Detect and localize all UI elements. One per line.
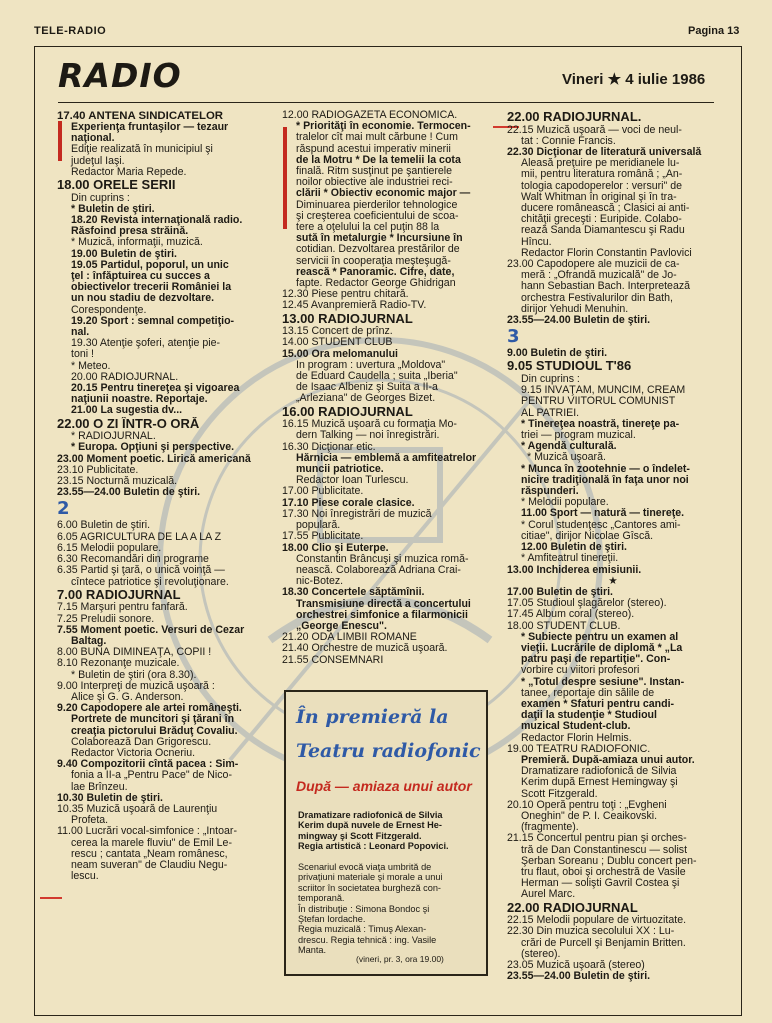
col3-line: tat : Connie Francis. [521,135,616,147]
col2-line: cotidian. Dezvoltarea prestărilor de [296,244,460,256]
col3-line: 22.15 Melodii populare de virtuozitate. [507,915,687,927]
col1-line: un nou stadiu de dezvoltare. [71,293,215,305]
col1-line: 8.00 BUNĂ DIMINEAŢA, COPII ! [57,647,212,659]
col2-line: * Priorităţi în economie. Termocen- [296,121,471,133]
col2-line: tere a oţelului la cel puţin 88 la [296,222,440,234]
col3-line: Aleasă preţuire pe meridianele lu- [521,158,680,170]
col3-line: triei — program muzical. [521,430,636,442]
ad-body-line: temporană. [298,893,345,904]
ad-body-line: mingway şi Scott Fitzgerald. [298,830,422,841]
col1-line: 18.20 Revista internaţională radio. [71,215,243,227]
ad-body-line: privaţiuni materiale şi morale a unui [298,872,443,883]
ad-body-line: Regia artistică : Leonard Popovici. [298,841,449,852]
col1-line: 23.15 Nocturnă muzicală. [57,476,178,488]
col1-line: Redactor Maria Repede. [71,166,187,178]
col1-line: 20.00 RADIOJURNAL. [71,371,179,383]
col2-line: 14.00 STUDENT CLUB [282,337,393,349]
col2-line: Constantin Brâncuşi şi muzica romă- [296,553,469,565]
col2-line: 18.00 Clio şi Euterpe. [282,542,389,554]
col1-line: Din cuprins : [71,192,130,204]
col3-line: 12.00 Buletin de ştiri. [521,542,627,554]
ad-body-line: Scenariul evocă viaţa umbrită de [298,862,432,873]
col3-line: vorbire cu viitori profesori [521,665,640,677]
col2-line: sută în metalurgie * Încursiune în [296,233,463,245]
col2-line: 12.30 Piese pentru chitară. [282,289,409,301]
col2-line: de Isaac Albeniz şi Suita a II-a [296,382,438,394]
col3-line: 22.00 RADIOJURNAL. [507,110,642,124]
col3-line: răspunderi. [521,486,579,498]
col3-line: * Muzică uşoară. [527,452,606,464]
col3-line: 13.00 Închiderea emisiunii. [507,564,642,576]
col3-line: mii, pentru literatura română ; „An- [521,169,683,181]
col3-line: * Munca în zootehnie — o îndelet- [521,463,690,475]
col3-line: 21.15 Concertul pentru pian şi orches- [507,833,687,845]
col1-line: 19.20 Sport : semnal competiţio- [71,315,235,327]
col3-line: nicire tradiţională în faţa unor noi [521,474,689,486]
col3-line: ★ [608,575,618,587]
magazine-name: TELE-RADIO [34,25,107,37]
col1-line: Portrete de muncitori şi ţărani în [71,714,235,726]
col3-line: Din cuprins : [521,374,580,386]
col3-line: Herman — solişti Gavril Costea şi [521,878,680,890]
ad-body-line: scriitor în societatea burgheză con- [298,882,441,893]
col1-line: 23.55—24.00 Buletin de ştiri. [57,487,201,499]
col2-line: nic-Botez. [296,576,344,588]
col2-line: Hărnicia — emblemă a amfiteatrelor [296,452,477,464]
ad-body-line: În distribuţie : Simona Bondoc şi [298,903,430,914]
col3-line: ducere românească ; Clasici ai anti- [521,203,690,215]
col1-line: obiectivelor trecerii României la [71,282,232,294]
col3-line: Premieră. După-amiaza unui autor. [521,754,695,766]
col3-line: rează Sanda Diamantescu şi Radu [521,225,685,237]
col2-line: Transmisiune directă a concertului [296,598,471,610]
col1-line: Colaborează Dan Grigorescu. [71,736,212,748]
column-3 [507,110,719,982]
col3-line: 22.00 RADIOJURNAL [507,900,638,915]
col1-line: * RADIOJURNAL. [71,431,156,443]
ad-body-line: Kerim după nuvele de Ernest He- [298,820,442,831]
col1-line: neam suveran" de Claudiu Negu- [71,859,228,871]
col1-line: 2 [57,498,70,520]
col1-line: 18.00 ORELE SERII [57,178,176,193]
col3-line: 23.55—24.00 Buletin de ştiri. [507,971,651,983]
col2-line: 16.00 RADIOJURNAL [282,404,413,419]
col1-line: cîntece patriotice şi revoluţionare. [71,576,229,588]
col3-line: Kerim după Ernest Hemingway şi [521,777,678,789]
col2-line: tralelor cît mai mult cărbune ! Cum [296,132,458,144]
ad-body-line: Regia muzicală : Timuş Alexan- [298,924,427,935]
col1-line: 22.00 O ZI ÎNTR-O ORĂ [57,416,200,431]
col2-line: de la Motru * De la temelii la cota [296,154,461,166]
col3-line: * Tinereţea noastră, tinereţe pa- [521,418,680,430]
col3-line: daţii la studenţie * Studioul [521,710,657,722]
col3-line: examen * Sfaturi pentru candi- [521,698,675,710]
col3-line: 22.30 Din muzica secolului XX : Lu- [507,926,675,938]
col1-line: Profeta. [71,815,109,827]
col2-line: 18.30 Concertele săptămînii. [282,587,425,599]
col1-line: 11.00 Lucrări vocal-simfonice : „Întoar- [57,826,237,838]
ad-body-line: Manta. [298,945,327,956]
col1-line: * Europa. Opţiuni şi perspective. [71,442,235,454]
col1-line: Corespondenţe. [71,304,147,316]
col1-line: 6.05 AGRICULTURA DE LA A LA Z [57,531,222,543]
col3-line: Redactor Florin Constantin Pavlovici [521,247,692,259]
col3-line: tră de Dan Constantinescu — solist [521,844,688,856]
ad-footer: (vineri, pr. 3, ora 19.00) [356,954,444,964]
col2-line: 13.00 RADIOJURNAL [282,311,413,326]
col1-line: creaţia pictorului Brăduţ Covaliu. [71,725,238,737]
col3-line: * „Totul despre sesiune". Instan- [521,676,685,688]
col1-line: nal. [71,327,90,339]
col2-line: rească * Panoramic. Cifre, date, [296,266,455,278]
col2-line: 21.20 ODA LIMBII ROMÂNE [282,632,417,644]
col2-line: clării * Obiectiv economic major — [296,188,471,200]
col1-line: lae Brînzeu. [71,781,128,793]
col3-line: dirijor Yehudi Menuhin. [521,303,629,315]
col1-line: 19.30 Atenţie şoferi, atenţie pie- [71,338,221,350]
col1-line: 7.25 Preludii sonore. [57,613,155,625]
col3-line: 9.15 ÎNVĂŢĂM, MUNCIM, CREĂM [521,385,686,397]
col2-line: nească. Colaborează Adriana Crai- [296,564,461,576]
col2-line: „Arleziana" de Georges Bizet. [296,393,436,405]
col1-line: 23.10 Publicitate. [57,464,139,476]
red-marker-col1-b [40,897,62,899]
col3-line: Şerban Soreanu ; Dublu concert pen- [521,855,697,867]
col3-line: (fragmente). [521,822,579,834]
col1-line: 6.00 Buletin de ştiri. [57,520,151,532]
col3-line: 17.00 Buletin de ştiri. [507,586,613,598]
col1-line: 7.00 RADIOJURNAL [57,587,181,602]
col3-line: chităţii greceşti : Euripide. Colabo- [521,214,682,226]
ad-body-line: Dramatizare radiofonică de Silvia [298,810,443,820]
col2-line: 15.00 Ora melomanului [282,348,398,360]
col3-line: 11.00 Sport — natură — tinereţe. [521,508,685,520]
col3-line: 23.55—24.00 Buletin de ştiri. [507,315,651,327]
ad-body [298,810,482,956]
col1-line: ţel : înfăptuirea cu succes a [71,271,210,283]
col1-line: 9.40 Compozitorii cîntă pacea : Sim- [57,759,239,771]
col1-line: fonia a II-a „Pentru Pace" de Nico- [71,770,232,782]
col3-line: 9.05 STUDIOUL T'86 [507,359,632,374]
col3-line: * Corul studenţesc „Cantores ami- [521,519,681,531]
col3-line: orchestra Festivalurilor din Bath, [521,292,673,304]
col3-line: 3 [507,326,520,348]
ad-heading-1: În premieră la [296,706,449,728]
col3-line: AL PATRIEI. [521,407,580,419]
col3-line: muzical Student-club. [521,721,631,733]
ad-body-line: Ştefan Iordache. [298,914,366,925]
col1-line: 21.00 La sugestia dv... [71,405,183,417]
col2-line: „George Enescu". [296,620,387,632]
col2-line: Diminuarea pierderilor tehnologice [296,199,458,211]
col1-line: 10.35 Muzică uşoară de Laurenţiu [57,803,218,815]
col3-line: tanee, reportaje din sălile de [521,687,655,699]
ad-body-line [298,852,482,862]
col1-line: naţiunii noastre. Reportaje. [71,394,208,406]
col1-line: 17.40 ANTENA SINDICATELOR [57,110,224,122]
col2-line: şi creşterea coeficientului de scoa- [296,210,459,222]
col1-line: rescu ; cantata „Neam românesc, [71,848,228,860]
col3-line: 17.45 Album coral (stereo). [507,609,635,621]
col1-line: 7.15 Marşuri pentru fanfară. [57,602,188,614]
col1-line: naţional. [71,133,115,145]
col1-line: Răsfoind presa străină. [71,226,189,238]
header-divider [58,102,714,103]
col1-line: * Buletin de ştiri. [71,203,155,215]
col1-line: 6.15 Melodii populare. [57,542,162,554]
col1-line: lescu. [71,871,99,883]
col2-line: finală. Ritm susţinut pe şantierele [296,166,453,178]
col2-line: dern Talking — noi înregistrări. [296,430,440,442]
col2-line: de Eduard Caudella ; suita „Iberia" [296,371,458,383]
col3-line: Aurel Marc. [521,889,576,901]
col1-line: 7.55 Moment poetic. Versuri de Cezar [57,624,245,636]
col3-line: tologia capodoperelor : versuri" de [521,180,682,192]
col3-line: 17.05 Studioul şlagărelor (stereo). [507,598,667,610]
col3-line: 20.10 Operă pentru toţi : „Evgheni [507,799,667,811]
col2-line: 13.15 Concert de prînz. [282,326,393,338]
col2-line: 17.30 Noi înregistrări de muzică [282,508,432,520]
col1-line: Ediţie realizată în municipiul şi [71,144,213,156]
col2-line: 16.30 Dicţionar etic. [282,441,376,453]
ad-heading-2: Teatru radiofonic [296,740,481,762]
col3-line: meră : „Ofrandă muzicală" de Jo- [521,270,677,282]
col3-line: Walt Whitman în original şi în tra- [521,191,677,203]
col1-line: 6.30 Recomandări din programe [57,554,209,566]
col1-line: 9.20 Capodopere ale artei româneşti. [57,703,242,715]
col2-line: orchestrei simfonice a filarmonicii [296,609,468,621]
col3-line: 19.00 TEATRU RADIOFONIC. [507,743,651,755]
col1-line: 19.05 Partidul, poporul, un unic [71,259,229,271]
ad-body-line: drescu. Regia tehnică : ing. Vasile [298,934,437,945]
col3-line: Redactor Florin Helmis. [521,732,632,744]
col2-line: 21.55 CONSEMNĂRI [282,654,384,666]
col1-line: * Muzică, informaţii, muzică. [71,237,203,249]
col3-line: 23.00 Capodopere ale muzicii de ca- [507,259,680,271]
col2-line: Redactor Ioan Turlescu. [296,475,409,487]
col3-line: * Agendă culturală. [521,441,617,453]
masthead [0,0,772,46]
col1-line: 23.00 Moment poetic. Lirică americană [57,453,251,465]
col3-line: Scott Fitzgerald. [521,788,598,800]
col3-line: (stereo). [521,948,561,960]
col2-line: În program : uvertura „Moldova" [296,359,446,371]
col2-line: 16.15 Muzică uşoară cu formaţia Mo- [282,419,457,431]
ad-play-title: După — amiaza unui autor [296,778,472,794]
col1-line: 20.15 Pentru tinereţea şi vigoarea [71,383,240,395]
col3-line: 22.15 Muzică uşoară — voci de neul- [507,124,682,136]
col3-line: PENTRU VIITORUL COMUNIST [521,396,676,408]
col3-line: * Melodii populare. [521,497,609,509]
column-1 [57,110,269,882]
col1-line: Baltag. [71,635,107,647]
col1-line: Alice şi G. G. Anderson. [71,691,184,703]
col3-line: crări de Purcell şi Benjamin Britten. [521,937,686,949]
col2-line: 17.55 Publicitate. [282,531,364,543]
col3-line: * Amfiteatrul tinereţii. [521,553,619,565]
col2-line: populară. [296,520,341,532]
col1-line: * Meteo. [71,360,111,372]
col2-line: muncii patriotice. [296,464,384,476]
col3-line: * Subiecte pentru un examen al [521,631,679,643]
col1-line: toni ! [71,349,94,361]
col2-line: 21.40 Orchestre de muzică uşoară. [282,643,448,655]
col3-line: 23.05 Muzică uşoară (stereo) [507,960,645,971]
col3-line: 9.00 Buletin de ştiri. [507,348,608,360]
col2-line: 12.45 Avanpremieră Radio-TV. [282,300,427,312]
col3-line: Oneghin" de P. I. Ceaikovski. [521,810,658,822]
page-title: RADIO [58,56,182,95]
col3-line: 22.30 Dicţionar de literatură universală [507,147,702,158]
col2-line: răspund acestui imperativ minerii [296,143,451,155]
column-2 [282,110,494,666]
col1-line: Redactor Victoria Ocneriu. [71,747,196,759]
col2-line: servicii în cooperaţia meşteşugă- [296,255,451,267]
col3-line: Hîncu. [521,236,552,248]
col2-line: 12.00 RADIOGAZETA ECONOMICĂ. [282,110,458,121]
col2-line: fapte. Redactor George Ghidrigan [296,278,456,290]
col3-line: vieţii. Lucrările de diplomă * „La [521,642,683,654]
col1-line: 6.35 Partid şi ţară, o unică voinţă — [57,565,225,577]
col1-line: 19.00 Buletin de ştiri. [71,248,177,260]
col2-line: 17.00 Publicitate. [282,486,364,498]
theatre-premiere-box [284,690,488,976]
col1-line: 8.10 Rezonanţe muzicale. [57,658,180,670]
col1-line: cerea la marele fluviu" de Emil Le- [71,837,232,849]
col2-line: noilor obiective ale industriei reci- [296,177,453,189]
col3-line: citiae", dirijor Nicolae Gîscă. [521,530,654,542]
col1-line: 10.30 Buletin de ştiri. [57,792,163,804]
col1-line: * Buletin de ştiri (ora 8.30). [71,669,197,681]
col2-line: 17.10 Piese corale clasice. [282,497,415,509]
page-number: Pagina 13 [688,25,740,37]
col3-line: 18.00 STUDENT CLUB. [507,620,621,632]
col3-line: hann Sebastian Bach. Interpretează [521,281,691,293]
col3-line: Dramatizare radiofonică de Silvia [521,766,677,778]
col1-line: Experienţa fruntaşilor — tezaur [71,122,229,133]
col1-line: judeţul Iaşi. [71,155,125,167]
date-heading: Vineri ★ 4 iulie 1986 [562,71,706,88]
col1-line: 9.00 Interpreţi de muzică uşoară : [57,680,215,692]
col3-line: tru flaut, oboi şi orchestră de Vasile [521,866,686,878]
col3-line: patru paşi de repartiţie". Con- [521,654,671,666]
